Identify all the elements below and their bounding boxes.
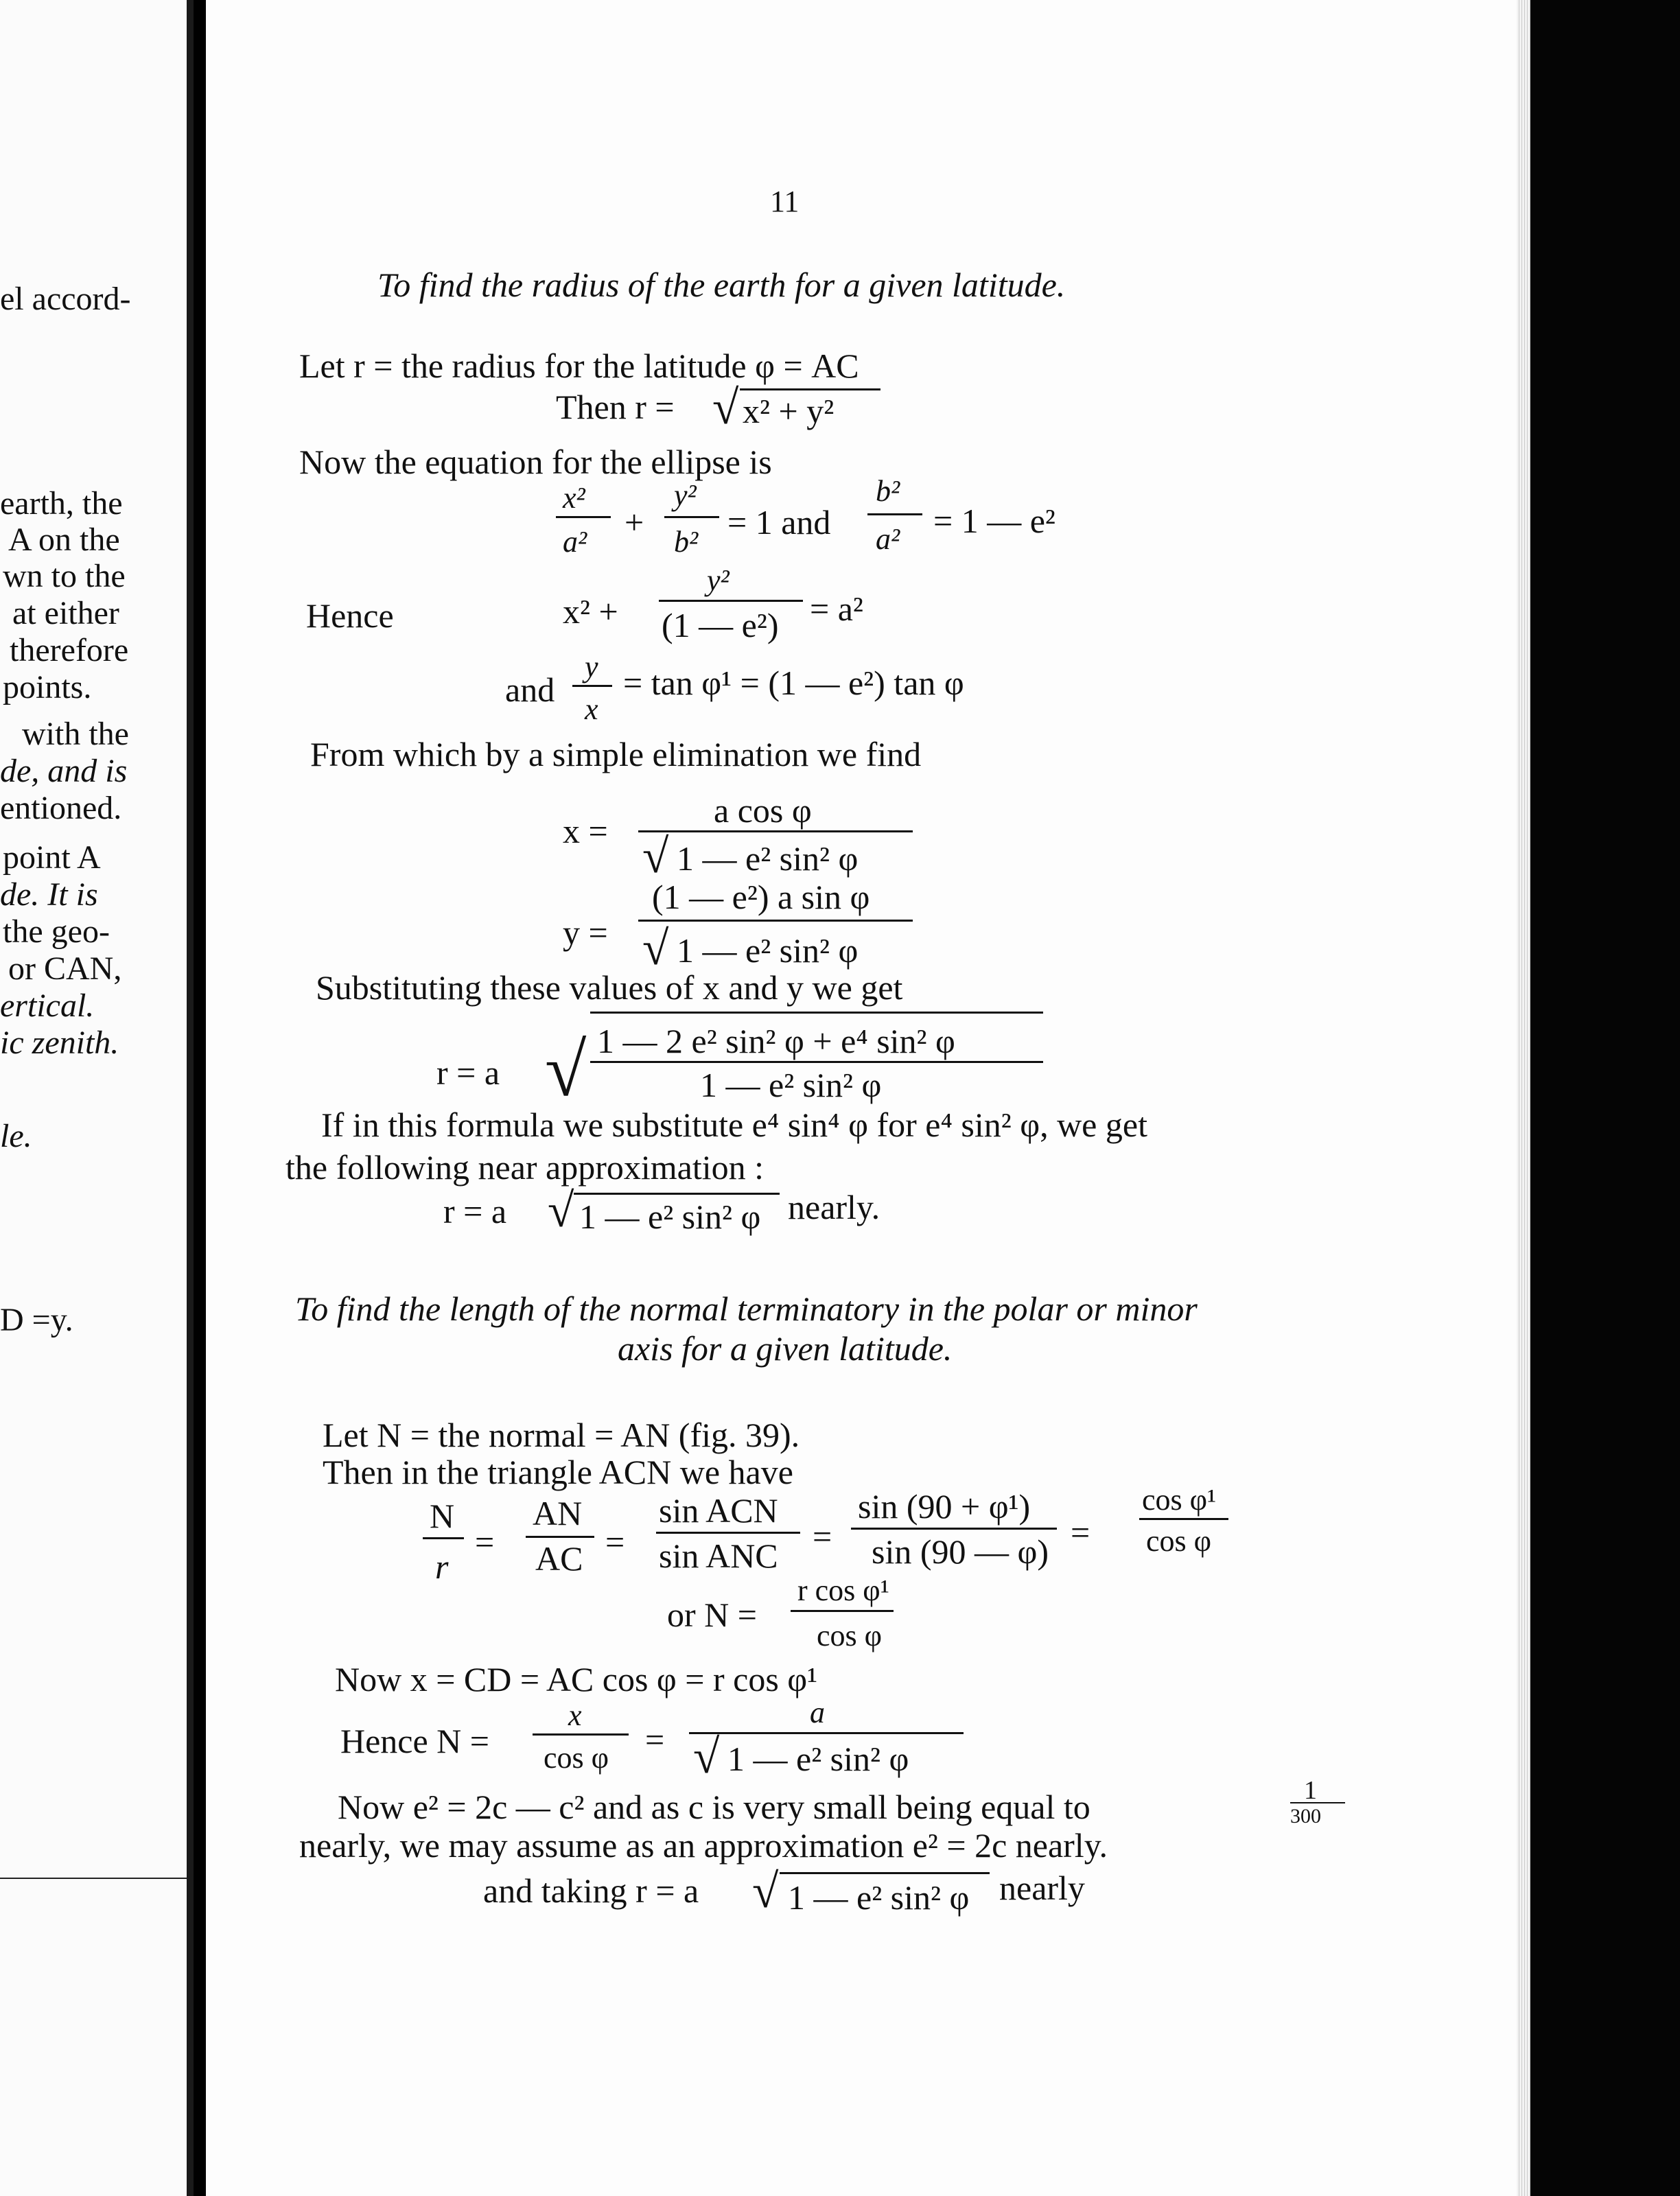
math-den: 1 — e² sin² φ	[677, 931, 859, 970]
left-page-line: therefore	[10, 632, 129, 668]
left-page-line: point A	[3, 839, 101, 876]
left-page-line: or CAN,	[8, 950, 122, 987]
math-den: cos φ	[544, 1741, 609, 1775]
math-num: y²	[674, 478, 697, 512]
text-line: Then in the triangle ACN we have	[323, 1453, 793, 1491]
math-num: y²	[707, 563, 730, 597]
fraction-bar	[526, 1536, 594, 1538]
fraction-bar	[656, 1532, 800, 1534]
math-num: sin (90 + φ¹)	[858, 1487, 1031, 1526]
radical-bar	[740, 388, 880, 390]
math-num: 1 — 2 e² sin² φ + e⁴ sin² φ	[597, 1022, 955, 1060]
radical-sign: √	[712, 382, 739, 434]
radical-bar	[590, 1012, 1043, 1014]
radical-sign: √	[642, 922, 669, 975]
text-line: If in this formula we substitute e⁴ sin⁴ φ for e⁴ sin² φ, we get	[321, 1106, 1147, 1144]
radical-sign: √	[752, 1865, 779, 1918]
fraction-bar	[791, 1610, 894, 1612]
background-margin	[1530, 0, 1680, 2196]
text-line: Now the equation for the ellipse is	[299, 443, 772, 481]
right-page	[206, 0, 1530, 2196]
math-num: x²	[563, 481, 585, 515]
fraction-den: 300	[1290, 1805, 1321, 1827]
math-text: Hence N =	[340, 1722, 489, 1760]
math-op: =	[813, 1517, 832, 1556]
math-text: = 1 and	[727, 503, 831, 541]
fraction-bar	[867, 513, 922, 515]
math-num: N	[430, 1497, 455, 1535]
math-den: r	[435, 1547, 449, 1586]
page-edges	[1517, 0, 1530, 2196]
left-page-line: de, and is	[0, 753, 128, 789]
text-line: the following near approximation :	[285, 1148, 765, 1187]
radical-sign: √	[545, 1028, 587, 1112]
math-num: cos φ¹	[1142, 1483, 1217, 1517]
math-den: cos φ	[1146, 1524, 1212, 1558]
math-den: a²	[876, 522, 900, 556]
fraction-bar	[638, 830, 913, 832]
math-radicand: x² + y²	[743, 392, 835, 430]
math-op: +	[625, 503, 644, 541]
left-page-line: with the	[22, 716, 129, 752]
fraction-bar	[664, 516, 719, 518]
math-text: r = a	[443, 1192, 507, 1230]
left-page-line: ertical.	[0, 988, 95, 1024]
math-den: 1 — e² sin² φ	[677, 839, 859, 878]
math-den: sin (90 — φ)	[872, 1532, 1049, 1571]
fraction-bar	[689, 1732, 964, 1734]
text-line: Let r = the radius for the latitude φ = AC	[299, 347, 859, 385]
math-text: r = a	[436, 1053, 500, 1092]
left-page-line: A on the	[8, 522, 120, 558]
fraction-bar	[533, 1733, 629, 1736]
math-text: x =	[563, 812, 608, 850]
math-text: nearly.	[788, 1188, 880, 1226]
math-label: Then r =	[556, 388, 675, 426]
math-den: 1 — e² sin² φ	[700, 1066, 882, 1104]
math-op: =	[475, 1523, 495, 1561]
fraction-bar	[423, 1537, 464, 1539]
left-page-line: entioned.	[0, 790, 122, 826]
math-den: sin ANC	[659, 1537, 778, 1575]
fraction-bar	[1290, 1802, 1345, 1803]
math-text: and	[505, 670, 555, 709]
left-page-line: le.	[0, 1118, 32, 1154]
left-page	[0, 0, 194, 2196]
math-radicand: 1 — e² sin² φ	[579, 1198, 761, 1236]
math-op: =	[1071, 1513, 1090, 1552]
text-line: nearly, we may assume as an approximation e² = 2c nearly.	[299, 1826, 1108, 1865]
section-heading: axis for a given latitude.	[618, 1329, 953, 1368]
math-text: = tan φ¹ = (1 — e²) tan φ	[623, 664, 964, 702]
radical-sign: √	[548, 1184, 574, 1237]
fraction-bar	[659, 600, 803, 602]
math-num: y	[585, 650, 598, 684]
math-den: (1 — e²)	[662, 606, 779, 644]
left-page-line: wn to the	[3, 558, 126, 594]
math-num: (1 — e²) a sin φ	[652, 878, 870, 916]
fraction-bar	[1139, 1518, 1228, 1520]
radical-bar	[780, 1872, 990, 1874]
text-line: Now x = CD = AC cos φ = r cos φ¹	[335, 1660, 818, 1698]
left-page-line: de. It is	[0, 876, 98, 913]
left-page-rule	[0, 1878, 187, 1879]
math-op: =	[645, 1720, 665, 1759]
section-heading: To find the length of the normal terminatory in the polar or minor	[295, 1289, 1198, 1328]
radical-sign: √	[642, 830, 669, 883]
math-den: 1 — e² sin² φ	[727, 1740, 909, 1778]
math-text: or N =	[667, 1596, 757, 1634]
left-page-line: ic zenith.	[0, 1025, 119, 1061]
math-text: and taking r = a	[483, 1871, 699, 1910]
math-num: r cos φ¹	[797, 1574, 889, 1607]
fraction-bar	[851, 1528, 1057, 1530]
left-page-line: the geo-	[3, 913, 110, 950]
left-page-line: D =y.	[0, 1302, 73, 1338]
math-text: x² +	[563, 592, 618, 631]
math-den: cos φ	[817, 1619, 883, 1652]
radical-bar	[574, 1193, 780, 1195]
math-radicand: 1 — e² sin² φ	[788, 1878, 970, 1917]
math-text: nearly	[999, 1869, 1085, 1907]
math-text: y =	[563, 913, 608, 952]
text-line: Let N = the normal = AN (fig. 39).	[323, 1416, 800, 1454]
fraction-bar	[590, 1061, 1043, 1063]
math-text: = a²	[810, 589, 863, 628]
page-number: 11	[770, 185, 800, 218]
math-num: a cos φ	[714, 791, 812, 830]
fraction-num: 1	[1304, 1776, 1317, 1805]
math-den: b²	[674, 525, 699, 559]
math-text: = 1 — e²	[933, 502, 1055, 540]
left-page-line: earth, the	[0, 485, 123, 522]
text-line: Now e² = 2c — c² and as c is very small being equal to	[338, 1788, 1090, 1826]
math-den: x	[585, 692, 598, 726]
math-num: a	[810, 1696, 825, 1729]
math-num: x	[568, 1698, 582, 1732]
radical-sign: √	[693, 1731, 720, 1784]
math-den: AC	[535, 1539, 583, 1578]
math-den: a²	[563, 525, 587, 559]
math-num: sin ACN	[659, 1491, 778, 1530]
left-page-line: points.	[3, 669, 92, 705]
label-hence: Hence	[306, 596, 394, 635]
left-page-line: el accord-	[0, 281, 131, 317]
fraction-bar	[638, 920, 913, 922]
text-line: Substituting these values of x and y we get	[316, 968, 903, 1007]
math-op: =	[605, 1523, 625, 1561]
text-line: From which by a simple elimination we find	[310, 735, 922, 773]
left-page-line: at either	[12, 595, 119, 631]
fraction-bar	[572, 685, 612, 687]
section-heading: To find the radius of the earth for a given latitude.	[377, 266, 1066, 304]
math-num: AN	[533, 1494, 583, 1532]
fraction-bar	[556, 516, 611, 518]
math-num: b²	[876, 474, 900, 508]
